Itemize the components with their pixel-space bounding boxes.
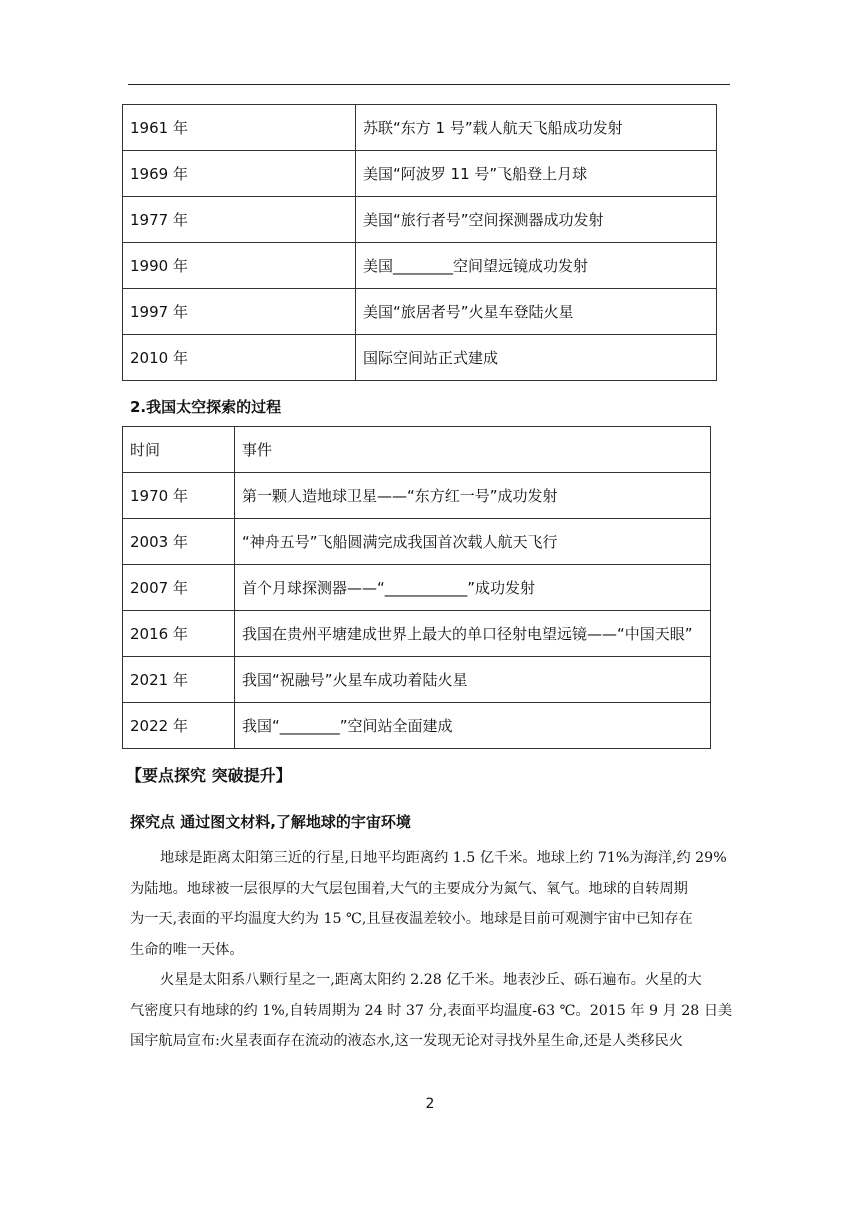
event-cell: 我国在贵州平塘建成世界上最大的单口径射电望远镜——“中国天眼” bbox=[235, 611, 711, 657]
paragraph-line: 为陆地。地球被一层很厚的大气层包围着,大气的主要成分为氮气、氧气。地球的自转周期 bbox=[130, 880, 688, 897]
paragraph-line: 地球是距离太阳第三近的行星,日地平均距离约 1.5 亿千米。地球上约 71%为海洋,约 29% bbox=[160, 850, 727, 866]
header-rule bbox=[128, 84, 730, 85]
world-space-timeline-table bbox=[122, 104, 717, 381]
table-row bbox=[123, 197, 717, 243]
year-cell: 2010 年 bbox=[123, 335, 356, 381]
year-cell: 1990 年 bbox=[123, 243, 356, 289]
header-time: 时间 bbox=[123, 427, 235, 473]
event-cell: 第一颗人造地球卫星——“东方红一号”成功发射 bbox=[235, 473, 711, 519]
event-cell: 美国“旅居者号”火星车登陆火星 bbox=[356, 289, 717, 335]
event-cell: 苏联“东方 1 号”载人航天飞船成功发射 bbox=[356, 105, 717, 151]
table-row bbox=[123, 243, 717, 289]
year-cell: 1961 年 bbox=[123, 105, 356, 151]
table-row bbox=[123, 565, 711, 611]
paragraph-line: 火星是太阳系八颗行星之一,距离太阳约 2.28 亿千米。地表沙丘、砾石遍布。火星的大 bbox=[160, 972, 702, 988]
table-row bbox=[123, 657, 711, 703]
table-row bbox=[123, 703, 711, 749]
year-cell: 2021 年 bbox=[123, 657, 235, 703]
paragraph-line: 为一天,表面的平均温度大约为 15 ℃,且昼夜温差较小。地球是目前可观测宇宙中已知存在 bbox=[130, 911, 693, 927]
paragraph-line: 国宇航局宣布:火星表面存在流动的液态水,这一发现无论对寻找外星生命,还是人类移民火 bbox=[130, 1033, 683, 1049]
section-heading-key-points: 【要点探究 突破提升】 bbox=[126, 766, 292, 785]
paragraph-mars bbox=[130, 965, 733, 1057]
year-cell: 2003 年 bbox=[123, 519, 235, 565]
event-cell: 我国“祝融号”火星车成功着陆火星 bbox=[235, 657, 711, 703]
table-header-row bbox=[123, 427, 711, 473]
event-cell: “神舟五号”飞船圆满完成我国首次载人航天飞行 bbox=[235, 519, 711, 565]
year-cell: 1969 年 bbox=[123, 151, 356, 197]
event-cell: 国际空间站正式建成 bbox=[356, 335, 717, 381]
header-event: 事件 bbox=[235, 427, 711, 473]
year-cell: 2007 年 bbox=[123, 565, 235, 611]
explore-heading: 探究点 通过图文材料,了解地球的宇宙环境 bbox=[130, 813, 411, 831]
event-cell: 美国“阿波罗 11 号”飞船登上月球 bbox=[356, 151, 717, 197]
page-number: 2 bbox=[425, 1096, 435, 1112]
year-cell: 2016 年 bbox=[123, 611, 235, 657]
table-row bbox=[123, 473, 711, 519]
paragraph-earth bbox=[130, 843, 730, 965]
paragraph-line: 生命的唯一天体。 bbox=[130, 941, 244, 958]
table-row bbox=[123, 151, 717, 197]
event-cell: 美国________空间望远镜成功发射 bbox=[356, 243, 717, 289]
year-cell: 2022 年 bbox=[123, 703, 235, 749]
table-row bbox=[123, 519, 711, 565]
event-cell: 我国“________”空间站全面建成 bbox=[235, 703, 711, 749]
table-row bbox=[123, 289, 717, 335]
table-row bbox=[123, 335, 717, 381]
event-cell: 首个月球探测器——“___________”成功发射 bbox=[235, 565, 711, 611]
year-cell: 1970 年 bbox=[123, 473, 235, 519]
table-row bbox=[123, 105, 717, 151]
table-row bbox=[123, 611, 711, 657]
event-cell: 美国“旅行者号”空间探测器成功发射 bbox=[356, 197, 717, 243]
section-heading-china: 2.我国太空探索的过程 bbox=[130, 398, 282, 416]
paragraph-line: 气密度只有地球的约 1%,自转周期为 24 时 37 分,表面平均温度-63 ℃。2015 年 9 月 28 日美 bbox=[130, 1002, 733, 1019]
year-cell: 1977 年 bbox=[123, 197, 356, 243]
year-cell: 1997 年 bbox=[123, 289, 356, 335]
china-space-timeline-table bbox=[122, 426, 711, 749]
